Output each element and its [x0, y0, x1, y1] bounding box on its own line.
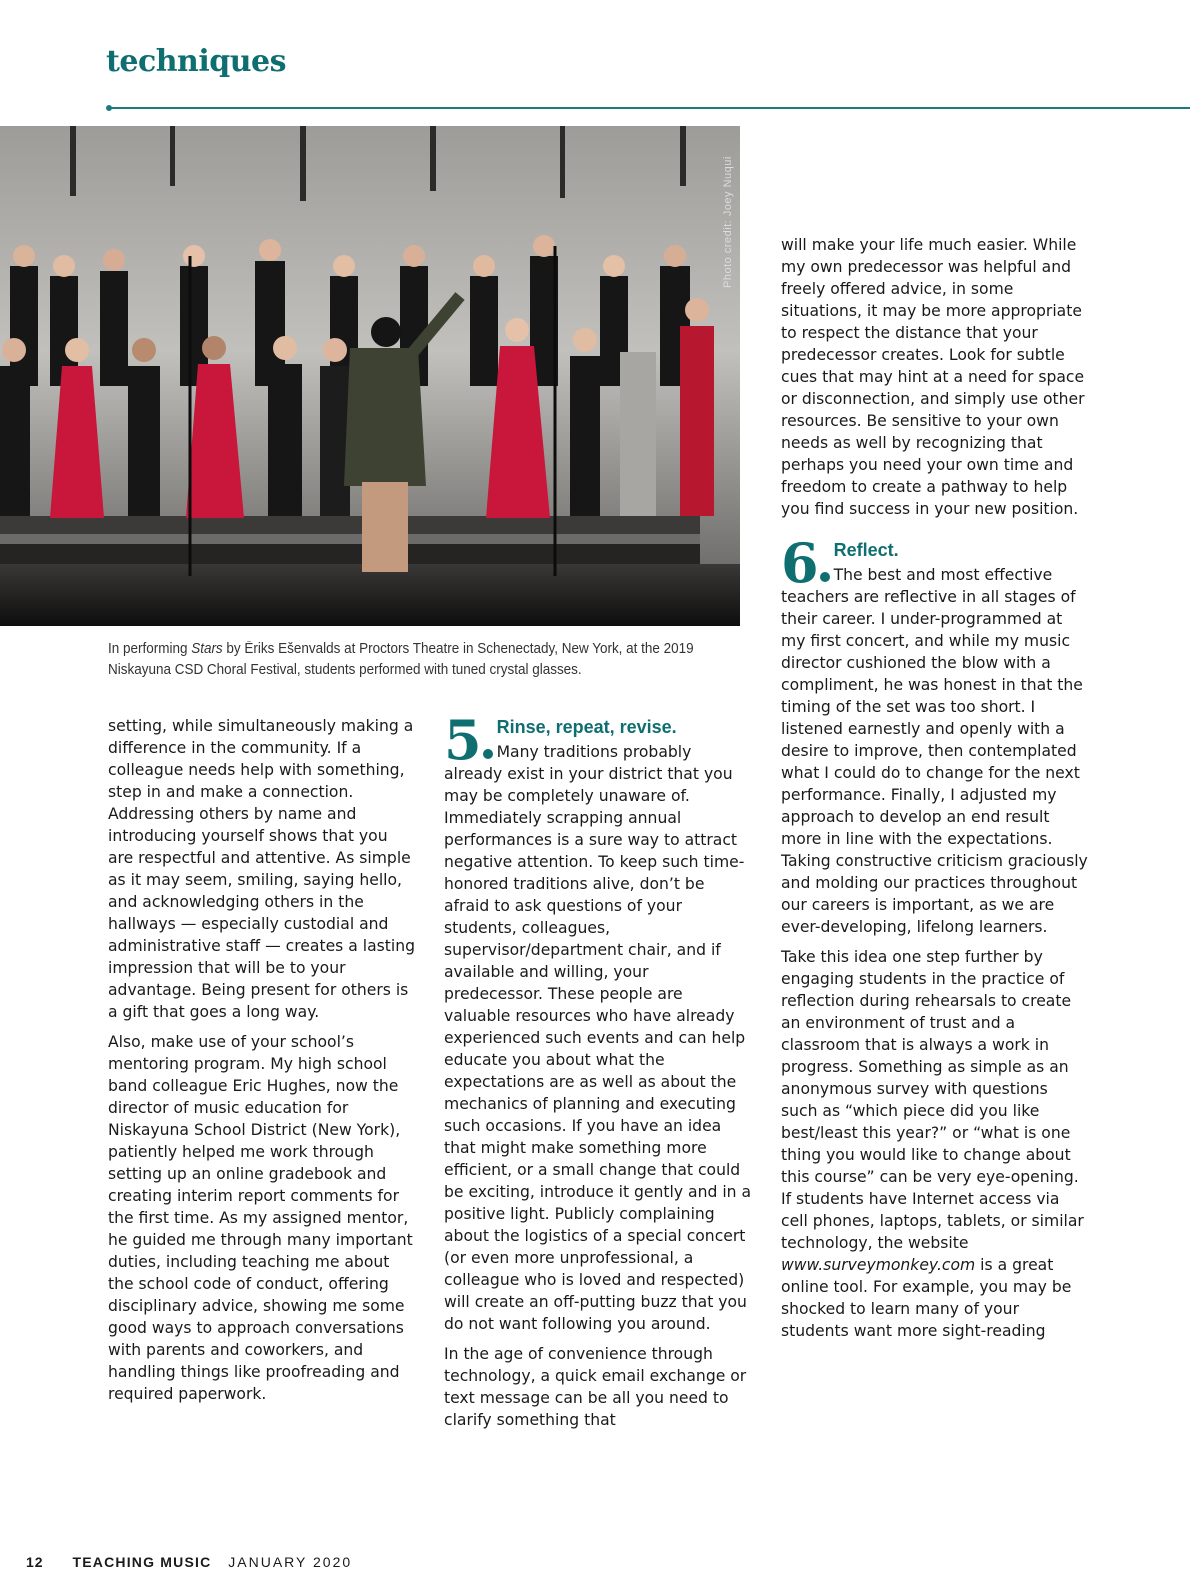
step-5-number: 5 — [444, 717, 493, 761]
step-6-title: Reflect. — [833, 540, 899, 560]
caption-text-post: by Ēriks Ešenvalds at Proctors Theatre in Schenectady, New York, at the 2019 Niskayuna CSD Choral Festival, students performed with tuned crystal glasses. — [108, 641, 694, 678]
surveymonkey-link[interactable]: www.surveymonkey.com — [781, 1256, 976, 1274]
col3-p3-text-pre: Take this idea one step further by engaging students in the practice of reflection during rehearsals to create an environment of trust and a classroom that is always a work in progress. Something as simple as an anonymous survey with questions such as “which piece did you like best/least this year?” or “what is one thing you would like to change about this course” can be very eye-opening. If students have Internet access via cell phones, laptops, tablets, or similar technology, the website — [781, 948, 1084, 1252]
col2-paragraph-2: In the age of convenience through technology, a quick email exchange or text message can be all you need to clarify something that — [444, 1345, 747, 1429]
col1-paragraph-2: Also, make use of your school’s mentoring program. My high school band colleague Eric Hughes, now the director of music education for Niskayuna School District (New York), patiently helped me work through setting up an online gradebook and creating interim report comments for the first time. As my assigned mentor, he guided me through many important duties, including teaching me about the school code of conduct, offering disciplinary advice, showing me some good ways to approach conversations with parents and coworkers, and handling things like proofreading and required paperwork. — [108, 1033, 413, 1403]
step-5-title: Rinse, repeat, revise. — [496, 717, 677, 737]
choir-photo — [0, 126, 740, 626]
issue-date: JANUARY 2020 — [228, 1554, 353, 1570]
col3-paragraph-1: will make your life much easier. While my own predecessor was helpful and freely offered advice, in some situations, it may be more appropriate to respect the distance that your predecessor creates. Look for subtle cues that may hint at a need for space or disconnection, and simply use other resources. Be sensitive to your own needs as well by recognizing that perhaps you need your own time and freedom to create a pathway to help you find success in your new position. — [781, 236, 1085, 518]
page-number: 12 — [26, 1554, 44, 1570]
header-rule-dot — [106, 105, 112, 111]
col2-paragraph-1: Many traditions probably already exist in your district that you may be completely unaware of. Immediately scrapping annual performances is a sure way to attract negative attention. To keep such time-honored traditions alive, don’t be afraid to ask questions of your students, colleagues, supervisor/department chair, and if available and willing, your predecessor. These people are valuable resources who have already experienced such events and can help educate you about what the expectations are as well as about the mechanics of planning and executing such occasions. If you have an idea that might make something more efficient, or a small change that could be exciting, introduce it gently and in a positive light. Publicly complaining about the logistics of a special concert (or even more unprofessional, a colleague who is loved and respected) will create an off-putting buzz that you do not want following you around. — [444, 743, 752, 1333]
section-title: techniques — [106, 44, 286, 79]
col1-paragraph-1: setting, while simultaneously making a difference in the community. If a colleague needs help with something, step in and make a connection. Addressing others by name and introducing yourself shows that you are respectful and attentive. As simple as it may seem, smiling, saying hello, and acknowledging others in the hallways — especially custodial and administrative staff — creates a lasting impression that will be to your advantage. Being present for others is a gift that goes a long way. — [108, 717, 416, 1021]
column-2 — [444, 708, 752, 1439]
caption-title-italic: Stars — [191, 641, 223, 657]
step-5-block — [444, 708, 752, 1335]
column-3 — [781, 234, 1089, 1350]
col3-paragraph-3 — [781, 946, 1089, 1342]
magazine-name: TEACHING MUSIC — [72, 1554, 212, 1570]
col3-paragraph-2: The best and most effective teachers are reflective in all stages of their career. I under-programmed at my first concert, and while my music director cushioned the blow with a compliment, he was honest in that the timing of the set was too short. I listened earnestly and openly with a desire to improve, then contemplated what I could do to change for the next performance. Finally, I adjusted my approach to develop an end result more in line with the expectations. Taking constructive criticism graciously and molding our practices throughout our careers is important, as we are ever-developing, lifelong learners. — [781, 566, 1088, 936]
step-6-block — [781, 531, 1089, 938]
step-6-number: 6 — [781, 540, 830, 584]
page-footer — [26, 1554, 352, 1570]
photo-caption — [108, 639, 703, 681]
photo-credit: Photo credit: Joey Nuqui — [722, 156, 734, 288]
caption-text-pre: In performing — [108, 641, 192, 657]
column-1 — [108, 715, 416, 1413]
header-rule — [108, 107, 1190, 109]
col3-p3-text-post: is a great online tool. For example, you may be shocked to learn many of your students want more sight-reading — [781, 1256, 1072, 1340]
